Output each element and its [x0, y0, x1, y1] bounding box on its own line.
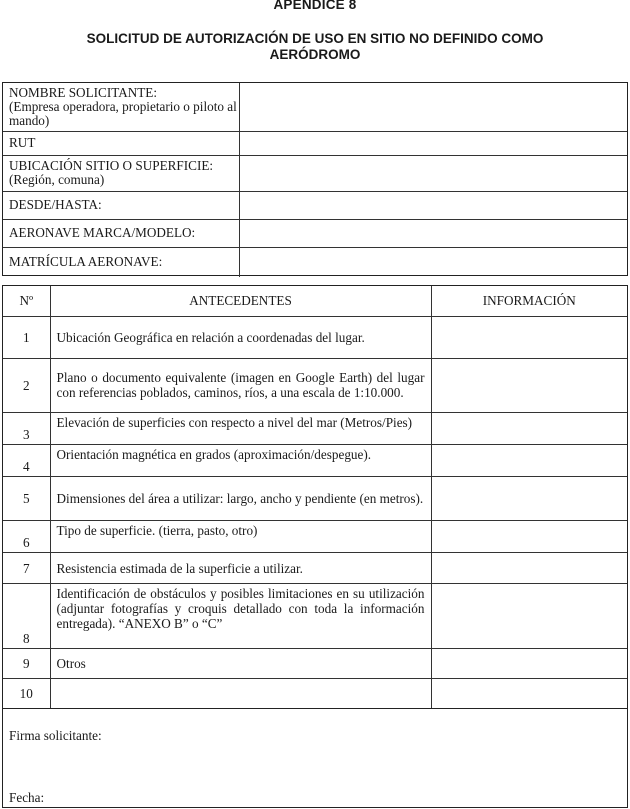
table-row: [3, 553, 627, 583]
row-informacion[interactable]: [431, 583, 627, 648]
row-number: 6: [3, 521, 50, 553]
form-title: SOLICITUD DE AUTORIZACIÓN DE USO EN SITIO NO DEFINIDO COMO AERÓDROMO: [86, 31, 544, 62]
applicant-field-label: RUT: [3, 131, 239, 155]
row-antecedente: Dimensiones del área a utilizar: largo, ancho y pendiente (en metros).: [50, 477, 431, 521]
applicant-info-table: [2, 82, 628, 276]
row-number: 1: [3, 316, 50, 358]
applicant-field-label: DESDE/HASTA:: [3, 191, 239, 219]
row-number: 9: [3, 648, 50, 678]
appendix-title: APENDICE 8: [273, 0, 357, 12]
applicant-field-label: UBICACIÓN SITIO O SUPERFICIE: (Región, comuna): [3, 155, 239, 191]
applicant-field-value[interactable]: [239, 155, 627, 191]
applicant-field-label: NOMBRE SOLICITANTE: (Empresa operadora, propietario o piloto al mando): [3, 83, 239, 131]
applicant-field-value[interactable]: [239, 131, 627, 155]
row-informacion[interactable]: [431, 477, 627, 521]
applicant-field-value[interactable]: [239, 247, 627, 277]
table-row: [3, 358, 627, 412]
row-antecedente: Otros: [50, 648, 431, 678]
row-antecedente: Ubicación Geográfica en relación a coordenadas del lugar.: [50, 316, 431, 358]
fecha-label: Fecha:: [9, 790, 45, 805]
table-row: [3, 679, 627, 708]
applicant-row: [3, 155, 627, 191]
signature-box: [2, 708, 628, 808]
table-header-row: [3, 286, 627, 316]
row-informacion[interactable]: [431, 316, 627, 358]
applicant-row: [3, 83, 627, 131]
applicant-row: [3, 219, 627, 247]
row-antecedente: Resistencia estimada de la superficie a utilizar.: [50, 553, 431, 583]
row-number: 7: [3, 553, 50, 583]
row-antecedente: Tipo de superficie. (tierra, pasto, otro): [50, 521, 431, 553]
row-number: 2: [3, 358, 50, 412]
applicant-row: [3, 191, 627, 219]
row-informacion[interactable]: [431, 358, 627, 412]
row-informacion[interactable]: [431, 444, 627, 476]
row-antecedente: [50, 679, 431, 708]
header-num: Nº: [3, 286, 50, 316]
applicant-field-value[interactable]: [239, 219, 627, 247]
applicant-field-label: MATRÍCULA AERONAVE:: [3, 247, 239, 277]
antecedentes-table: [2, 285, 628, 709]
applicant-field-label: AERONAVE MARCA/MODELO:: [3, 219, 239, 247]
row-informacion[interactable]: [431, 553, 627, 583]
row-number: 10: [3, 679, 50, 708]
applicant-row: [3, 247, 627, 277]
table-row: [3, 477, 627, 521]
table-row: [3, 648, 627, 678]
table-row: [3, 521, 627, 553]
applicant-row: [3, 131, 627, 155]
row-informacion[interactable]: [431, 648, 627, 678]
row-antecedente: Identificación de obstáculos y posibles limitaciones en su utilización (adjuntar fotografías y croquis detallado con toda la información entregada). “ANEXO B” o “C”: [50, 583, 431, 648]
table-row: [3, 316, 627, 358]
header-antecedentes: ANTECEDENTES: [50, 286, 431, 316]
applicant-field-value[interactable]: [239, 191, 627, 219]
row-antecedente: Orientación magnética en grados (aproximación/despegue).: [50, 444, 431, 476]
table-row: [3, 583, 627, 648]
row-number: 8: [3, 583, 50, 648]
header-informacion: INFORMACIÓN: [431, 286, 627, 316]
row-antecedente: Plano o documento equivalente (imagen en Google Earth) del lugar con referencias poblados, caminos, ríos, a una escala de 1:10.000.: [50, 358, 431, 412]
applicant-field-value[interactable]: [239, 83, 627, 131]
table-row: [3, 413, 627, 444]
row-informacion[interactable]: [431, 679, 627, 708]
row-number: 4: [3, 444, 50, 476]
table-row: [3, 444, 627, 476]
row-informacion[interactable]: [431, 521, 627, 553]
row-antecedente: Elevación de superficies con respecto a nivel del mar (Metros/Pies): [50, 413, 431, 444]
firma-solicitante-label: Firma solicitante:: [9, 728, 102, 743]
row-informacion[interactable]: [431, 413, 627, 444]
row-number: 5: [3, 477, 50, 521]
row-number: 3: [3, 413, 50, 444]
